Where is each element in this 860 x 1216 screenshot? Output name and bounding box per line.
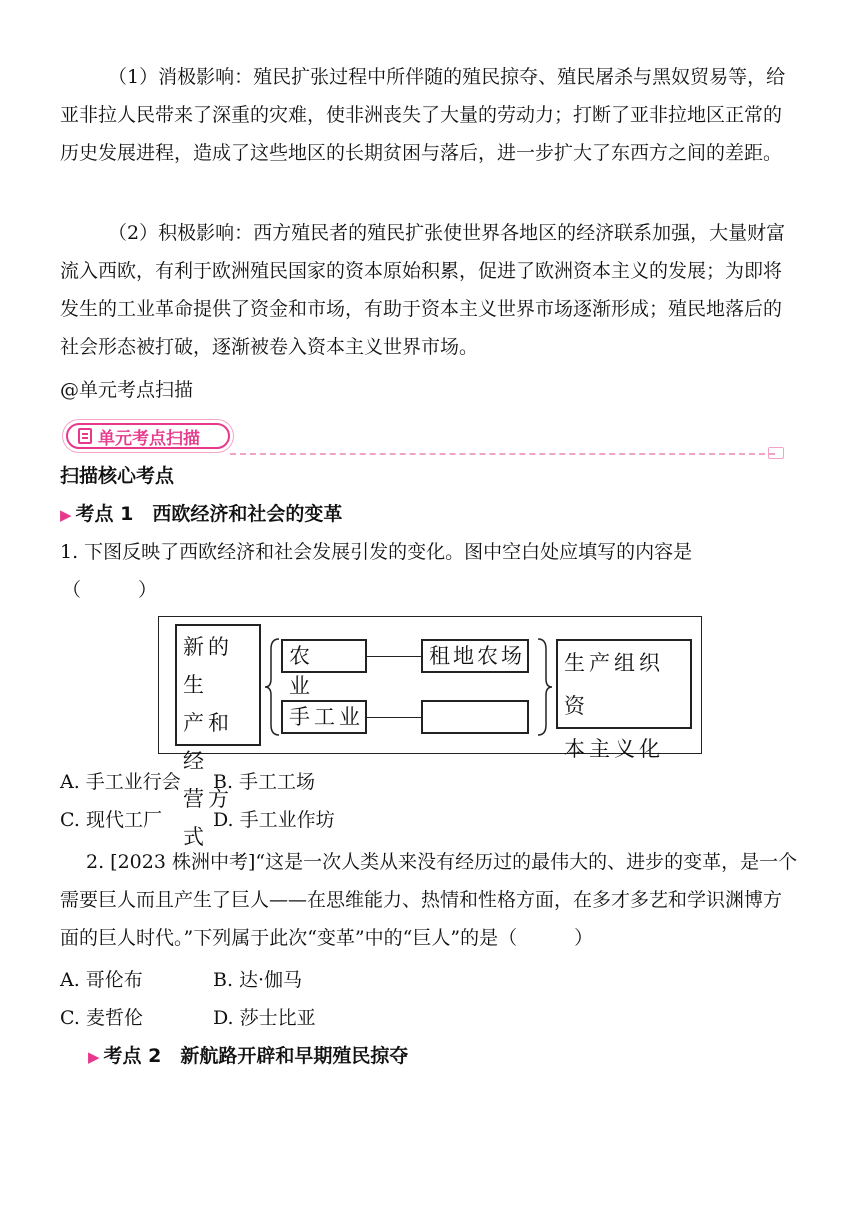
question-1-options-row-2 <box>60 808 335 832</box>
box-line: 营方式 <box>183 787 233 849</box>
box-handicraft: 手工业 <box>281 700 367 734</box>
pencil-icon <box>768 447 784 459</box>
box-line: 新的生 <box>183 635 233 697</box>
box-agriculture: 农 业 <box>281 639 367 673</box>
section-heading: 扫描核心考点 <box>60 465 175 487</box>
option-d[interactable]: D. 莎士比亚 <box>213 1007 316 1029</box>
connector-line <box>367 717 421 718</box>
box-line: 本主义化 <box>564 737 664 761</box>
question-1-options-row-1 <box>60 770 316 794</box>
question-1-text: 1. 下图反映了西欧经济和社会发展引发的变化。图中空白处应填写的内容是 <box>60 541 693 563</box>
kaodian-2-heading <box>88 1044 408 1069</box>
paragraph-negative-impact: （1）消极影响：殖民扩张过程中所伴随的殖民掠夺、殖民屠杀与黑奴贸易等，给亚非拉人民带来了深重的灾难，使非洲丧失了大量的劳动力；打断了亚非拉地区正常的历史发展进程，造成了这些地区的长期贫困与落后，进一步扩大了东西方之间的差距。 <box>60 66 786 164</box>
box-leased-farm: 租地农场 <box>421 639 529 673</box>
question-2-stem: 2. [2023 株洲中考]“这是一次人类从来没有经历过的最伟大的、进步的变革，是一个需要巨人而且产生了巨人——在思维能力、热情和性格方面，在多才多艺和学识渊博方面的巨人时代。”下列属于此次“变革”中的“巨人”的是（ ） <box>60 851 798 949</box>
box-capitalist-organization <box>556 639 692 761</box>
option-a[interactable]: A. 哥伦布 <box>60 969 143 991</box>
box-production-mode <box>175 624 261 849</box>
kaodian-1-label: 考点 1 西欧经济和社会的变革 <box>75 503 343 525</box>
option-b[interactable]: B. 达·伽马 <box>213 969 303 991</box>
option-b[interactable]: B. 手工工场 <box>213 771 316 793</box>
section-badge <box>66 423 230 449</box>
connector-line <box>367 656 421 657</box>
question-2-options-row-1 <box>60 968 303 992</box>
section-badge-label: 单元考点扫描 <box>98 428 200 449</box>
option-d[interactable]: D. 手工业作坊 <box>213 809 335 831</box>
section-divider <box>230 453 775 455</box>
option-c[interactable]: C. 麦哲伦 <box>60 1007 143 1029</box>
triangle-bullet-icon: ▶ <box>60 506 72 524</box>
question-1-stem <box>60 540 692 564</box>
box-blank-answer[interactable] <box>421 700 529 734</box>
kaodian-1-heading <box>60 502 342 527</box>
question-2-options-row-2 <box>60 1006 316 1030</box>
triangle-bullet-icon: ▶ <box>88 1048 100 1066</box>
section-marker: @单元考点扫描 <box>60 379 194 401</box>
right-brace <box>536 637 554 737</box>
paragraph-positive-impact: （2）积极影响：西方殖民者的殖民扩张使世界各地区的经济联系加强，大量财富流入西欧，有利于欧洲殖民国家的资本原始积累，促进了欧洲资本主义的发展；为即将发生的工业革命提供了资金和市场，有助于资本主义世界市场逐渐形成；殖民地落后的社会形态被打破，逐渐被卷入资本主义世界市场。 <box>60 222 786 358</box>
option-a[interactable]: A. 手工业行会 <box>60 771 181 793</box>
document-icon <box>78 428 92 444</box>
box-line: 生产组织资 <box>564 651 664 718</box>
left-brace <box>263 637 281 737</box>
question-1-answer-blank: （ ） <box>62 579 158 601</box>
option-c[interactable]: C. 现代工厂 <box>60 809 162 831</box>
kaodian-2-label: 考点 2 新航路开辟和早期殖民掠夺 <box>103 1045 409 1067</box>
box-line: 产和经 <box>183 711 233 773</box>
